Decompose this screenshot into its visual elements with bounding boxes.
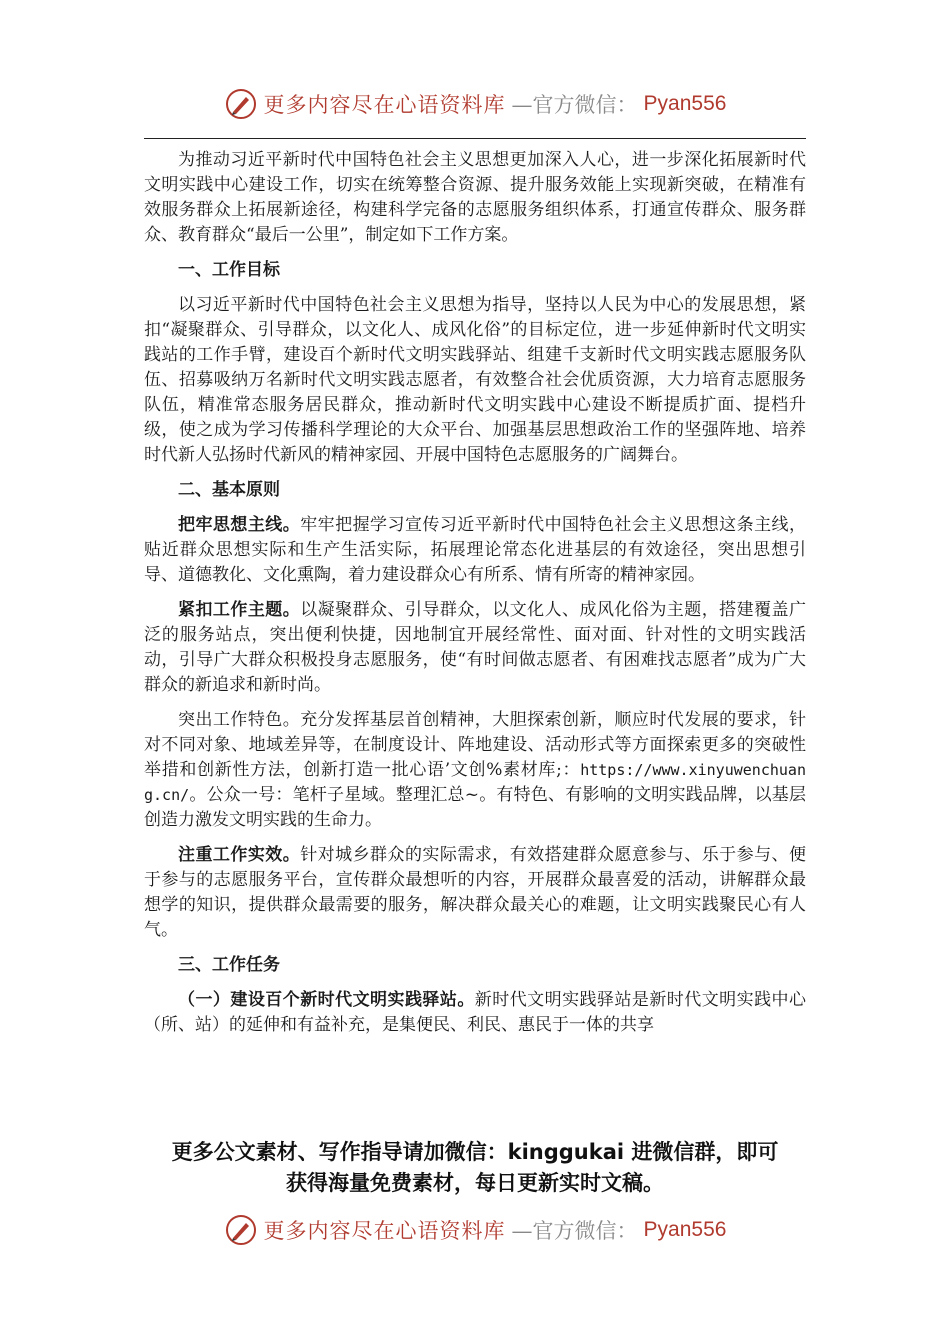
brand-title: 更多内容尽在心语资料库 bbox=[263, 93, 506, 117]
promo-line-1: 更多公文素材、写作指导请加微信：kinggukai 进微信群，即可 bbox=[171, 1140, 779, 1164]
brand-footer bbox=[0, 1210, 950, 1250]
brand-title: 更多内容尽在心语资料库 bbox=[263, 1219, 506, 1243]
principle-lead: 紧扣工作主题。 bbox=[178, 600, 301, 620]
principle-lead: 注重工作实效。 bbox=[178, 845, 301, 865]
header-divider bbox=[144, 138, 806, 139]
section-heading-principles: 二、基本原则 bbox=[178, 480, 280, 500]
goals-paragraph: 以习近平新时代中国特色社会主义思想为指导，坚持以人民为中心的发展思想，紧扣“凝聚群众、引导群众，以文化人、成风化俗”的目标定位，进一步延伸新时代文明实践站的工作手臂，建设百个新时代文明实践驿站、组建千支新时代文明实践志愿服务队伍、招募吸纳万名新时代文明实践志愿者，有效整合社会优质资源，大力培育志愿服务队伍，精准常态服务居民群众，推动新时代文明实践中心建设不断提质扩面、提档升级，使之成为学习传播科学理论的大众平台、加强基层思想政治工作的坚强阵地、培养时代新人弘扬时代新风的精神家园、开展中国特色志愿服务的广阔舞台。 bbox=[144, 295, 806, 465]
principle-paragraph bbox=[144, 598, 806, 698]
brand-wechat-id: Pyan556 bbox=[643, 1218, 727, 1241]
section-heading-goals: 一、工作目标 bbox=[178, 260, 280, 280]
principle-body: 充分发挥基层首创精神，大胆探索创新，顺应时代发展的要求，针对不同对象、地域差异等，在制度设计、阵地建设、活动形式等方面探索更多的突破性举措和创新性方法，创新打造一批心语’文创%素材库;： bbox=[144, 710, 807, 780]
principle-body-continued: 。公众一号：笔杆子星域。整理汇总~。有特色、有影响的文明实践品牌，以基层创造力激发文明实践的生命力。 bbox=[144, 785, 806, 830]
brand-header bbox=[0, 84, 950, 124]
principle-paragraph bbox=[144, 843, 806, 943]
principle-paragraph bbox=[144, 513, 806, 588]
brand-separator: —官方微信： bbox=[511, 1219, 638, 1243]
principle-lead: 突出工作特色。 bbox=[178, 710, 301, 730]
task-lead: （一）建设百个新时代文明实践驿站。 bbox=[178, 990, 475, 1010]
pen-logo-icon bbox=[224, 87, 258, 121]
principle-paragraph bbox=[144, 708, 806, 833]
pen-logo-icon bbox=[224, 1213, 258, 1247]
section-heading-tasks: 三、工作任务 bbox=[178, 955, 280, 975]
brand-wechat-id: Pyan556 bbox=[643, 92, 727, 115]
promo-banner bbox=[0, 1137, 950, 1199]
task-paragraph bbox=[144, 988, 806, 1038]
principle-body: 牢牢把握学习宣传习近平新时代中国特色社会主义思想这条主线，贴近群众思想实际和生产生活实际，拓展理论常态化进基层的有效途径，突出思想引导、道德教化、文化熏陶，着力建设群众心有所系、情有所寄的精神家园。 bbox=[144, 515, 807, 585]
principle-lead: 把牢思想主线。 bbox=[178, 515, 301, 535]
brand-separator: —官方微信： bbox=[511, 93, 638, 117]
task-body: 新时代文明实践驿站是新时代文明实践中心（所、站）的延伸和有益补充，是集便民、利民、惠民于一体的共享 bbox=[144, 990, 807, 1035]
principle-body: 以凝聚群众、引导群众，以文化人、成风化俗为主题，搭建覆盖广泛的服务站点，突出便利快捷，因地制宜开展经常性、面对面、针对性的文明实践活动，引导广大群众积极投身志愿服务，使“有时间做志愿者、有困难找志愿者”成为广大群众的新追求和新时尚。 bbox=[144, 600, 807, 695]
principle-body: 针对城乡群众的实际需求，有效搭建群众愿意参与、乐于参与、便于参与的志愿服务平台，宣传群众最想听的内容，开展群众最喜爱的活动，讲解群众最想学的知识，提供群众最需要的服务，解决群众最关心的难题，让文明实践聚民心有人气。 bbox=[144, 845, 807, 940]
intro-paragraph: 为推动习近平新时代中国特色社会主义思想更加深入人心，进一步深化拓展新时代文明实践中心建设工作，切实在统筹整合资源、提升服务效能上实现新突破，在精准有效服务群众上拓展新途径，构建科学完备的志愿服务组织体系，打通宣传群众、服务群众、教育群众“最后一公里”，制定如下工作方案。 bbox=[144, 150, 806, 245]
document-body bbox=[144, 148, 806, 1048]
promo-line-2: 获得海量免费素材，每日更新实时文稿。 bbox=[286, 1171, 664, 1195]
website-url: https://www.xinyuwenchuang.cn/ bbox=[144, 761, 806, 804]
